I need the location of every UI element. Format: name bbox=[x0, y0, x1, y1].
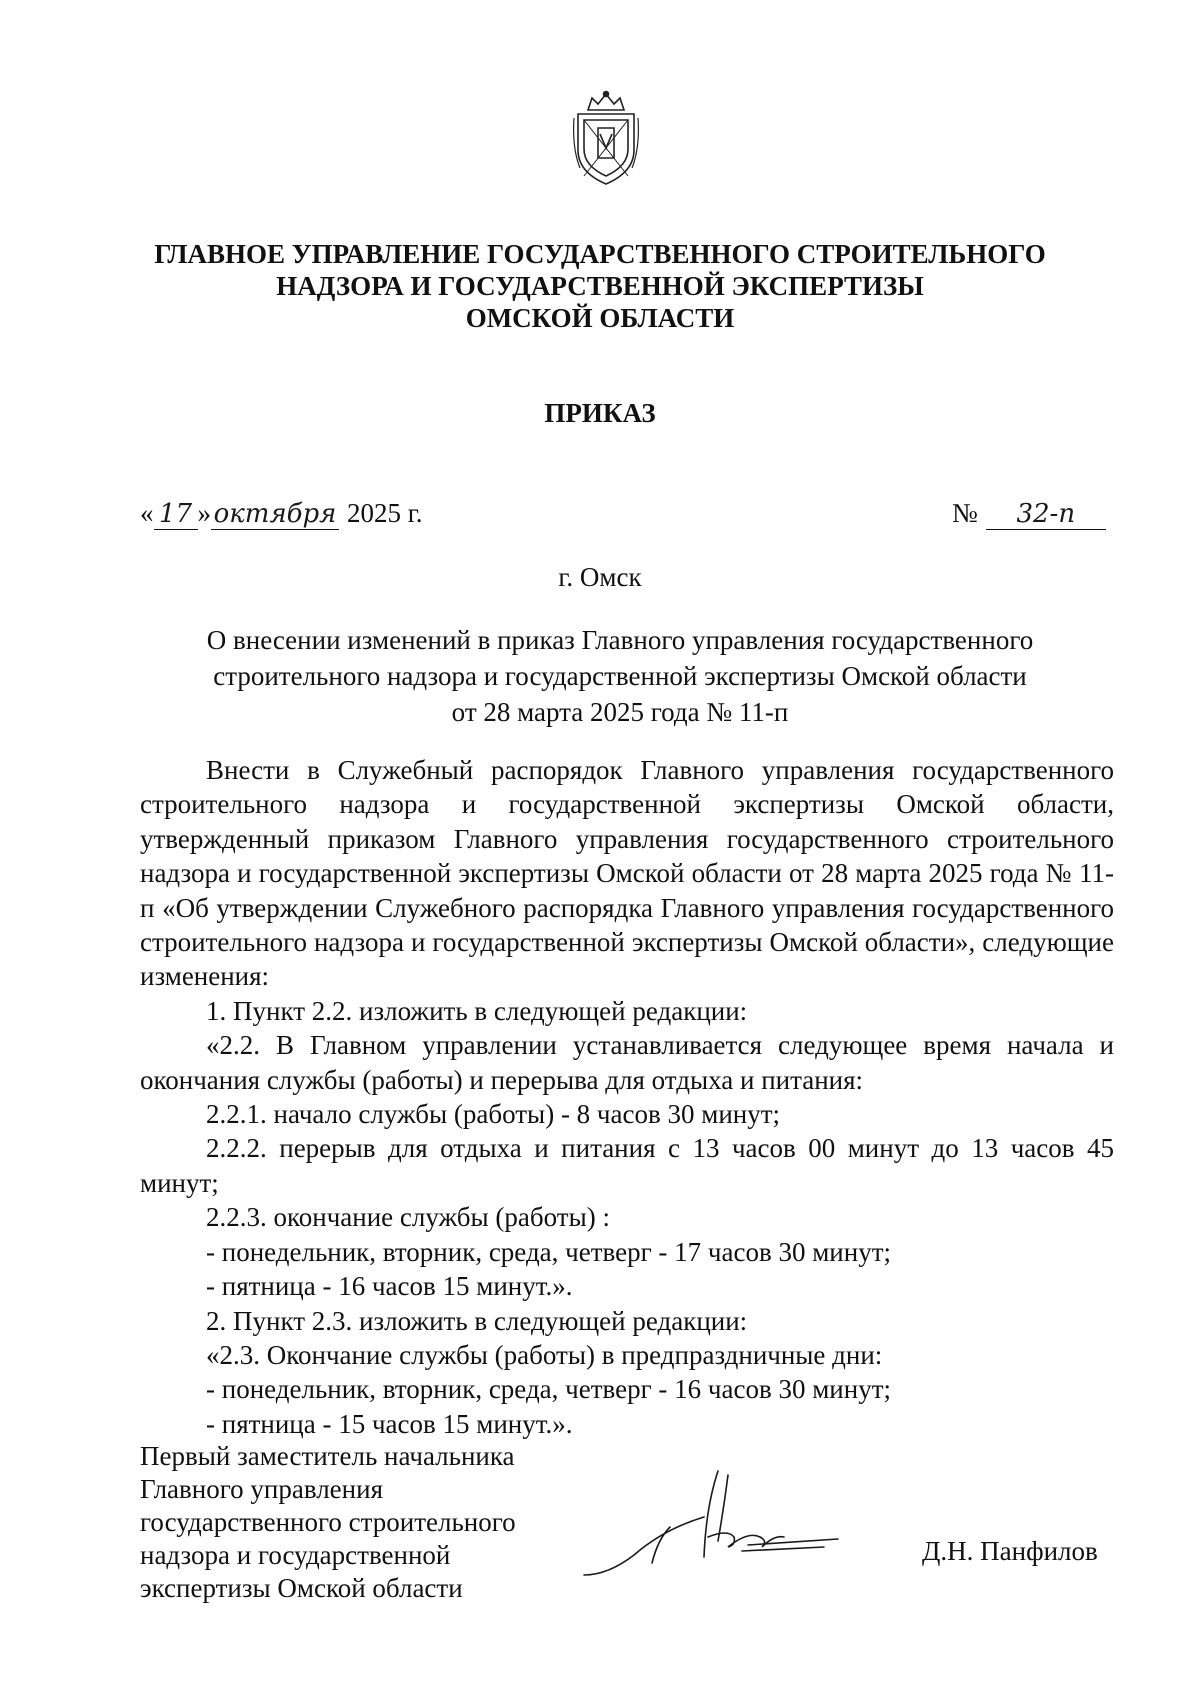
number-label: № bbox=[952, 498, 978, 528]
date-day-handwritten: 17 bbox=[154, 499, 198, 530]
item-2-2-3-friday: - пятница - 16 часов 15 минут.». bbox=[206, 1271, 573, 1302]
subject-line-2: строительного надзора и государственной экспертизы Омской области bbox=[213, 661, 1027, 691]
city: г. Омск bbox=[558, 562, 642, 592]
item-2-2-3-weekdays: - понедельник, вторник, среда, четверг - 17 часов 30 минут; bbox=[206, 1236, 891, 1267]
document-number bbox=[952, 498, 1106, 530]
item-2-2-2: 2.2.2. перерыв для отдыха и питания с 13 часов 00 минут до 13 часов 45 минут; bbox=[140, 1133, 1114, 1198]
org-line-1: ГЛАВНОЕ УПРАВЛЕНИЕ ГОСУДАРСТВЕННОГО СТРОИТЕЛЬНОГО bbox=[154, 239, 1046, 269]
document-date bbox=[140, 498, 423, 530]
body-intro: Внести в Служебный распорядок Главного управления государственного строительного надзора и государственной экспертизы Омской области, утвержденный приказом Главного управления государственного строительного надзора и государственной экспертизы Омской области от 28 марта 2025 года № 11-п «Об утверждении Служебного распорядка Главного управления государственного строительного надзора и государственной экспертизы Омской области», следующие изменения: bbox=[140, 755, 1114, 992]
document-subject bbox=[160, 622, 1080, 730]
item-1: 1. Пункт 2.2. изложить в следующей редакции: bbox=[206, 995, 748, 1026]
position-line-5: экспертизы Омской области bbox=[140, 1573, 463, 1603]
date-quote-close: » bbox=[197, 498, 211, 528]
number-handwritten: 32-п bbox=[986, 499, 1106, 530]
document-body bbox=[140, 753, 1114, 1441]
position-line-4: надзора и государственной bbox=[140, 1540, 451, 1570]
org-line-3: ОМСКОЙ ОБЛАСТИ bbox=[465, 303, 735, 333]
date-year: 2025 г. bbox=[347, 498, 423, 528]
position-line-1: Первый заместитель начальника bbox=[140, 1441, 515, 1471]
position-line-2: Главного управления bbox=[140, 1474, 383, 1504]
item-2-text: «2.3. Окончание службы (работы) в предпраздничные дни: bbox=[206, 1339, 883, 1370]
item-1-text: «2.2. В Главном управлении устанавливается следующее время начала и окончания службы (работы) и перерыва для отдыха и питания: bbox=[140, 1030, 1114, 1095]
item-2: 2. Пункт 2.3. изложить в следующей редакции: bbox=[206, 1305, 748, 1336]
signer-position bbox=[140, 1440, 516, 1605]
date-quote-open: « bbox=[140, 498, 154, 528]
item-2-3-friday: - пятница - 15 часов 15 минут.». bbox=[206, 1408, 573, 1439]
item-2-2-1: 2.2.1. начало службы (работы) - 8 часов 30 минут; bbox=[206, 1099, 781, 1130]
date-month-handwritten: октября bbox=[211, 499, 339, 530]
signer-name: Д.Н. Панфилов bbox=[922, 1536, 1098, 1566]
handwritten-signature bbox=[578, 1467, 848, 1579]
item-2-2-3: 2.2.3. окончание службы (работы) : bbox=[206, 1202, 610, 1233]
coat-of-arms-emblem bbox=[570, 88, 642, 188]
subject-line-1: О внесении изменений в приказ Главного управления государственного bbox=[206, 625, 1034, 655]
position-line-3: государственного строительного bbox=[140, 1507, 516, 1537]
item-2-3-weekdays: - понедельник, вторник, среда, четверг - 16 часов 30 минут; bbox=[206, 1374, 891, 1405]
organization-name bbox=[100, 238, 1100, 334]
document-type-title: ПРИКАЗ bbox=[544, 398, 656, 428]
subject-line-3: от 28 марта 2025 года № 11-п bbox=[451, 697, 789, 727]
org-line-2: НАДЗОРА И ГОСУДАРСТВЕННОЙ ЭКСПЕРТИЗЫ bbox=[276, 271, 924, 301]
